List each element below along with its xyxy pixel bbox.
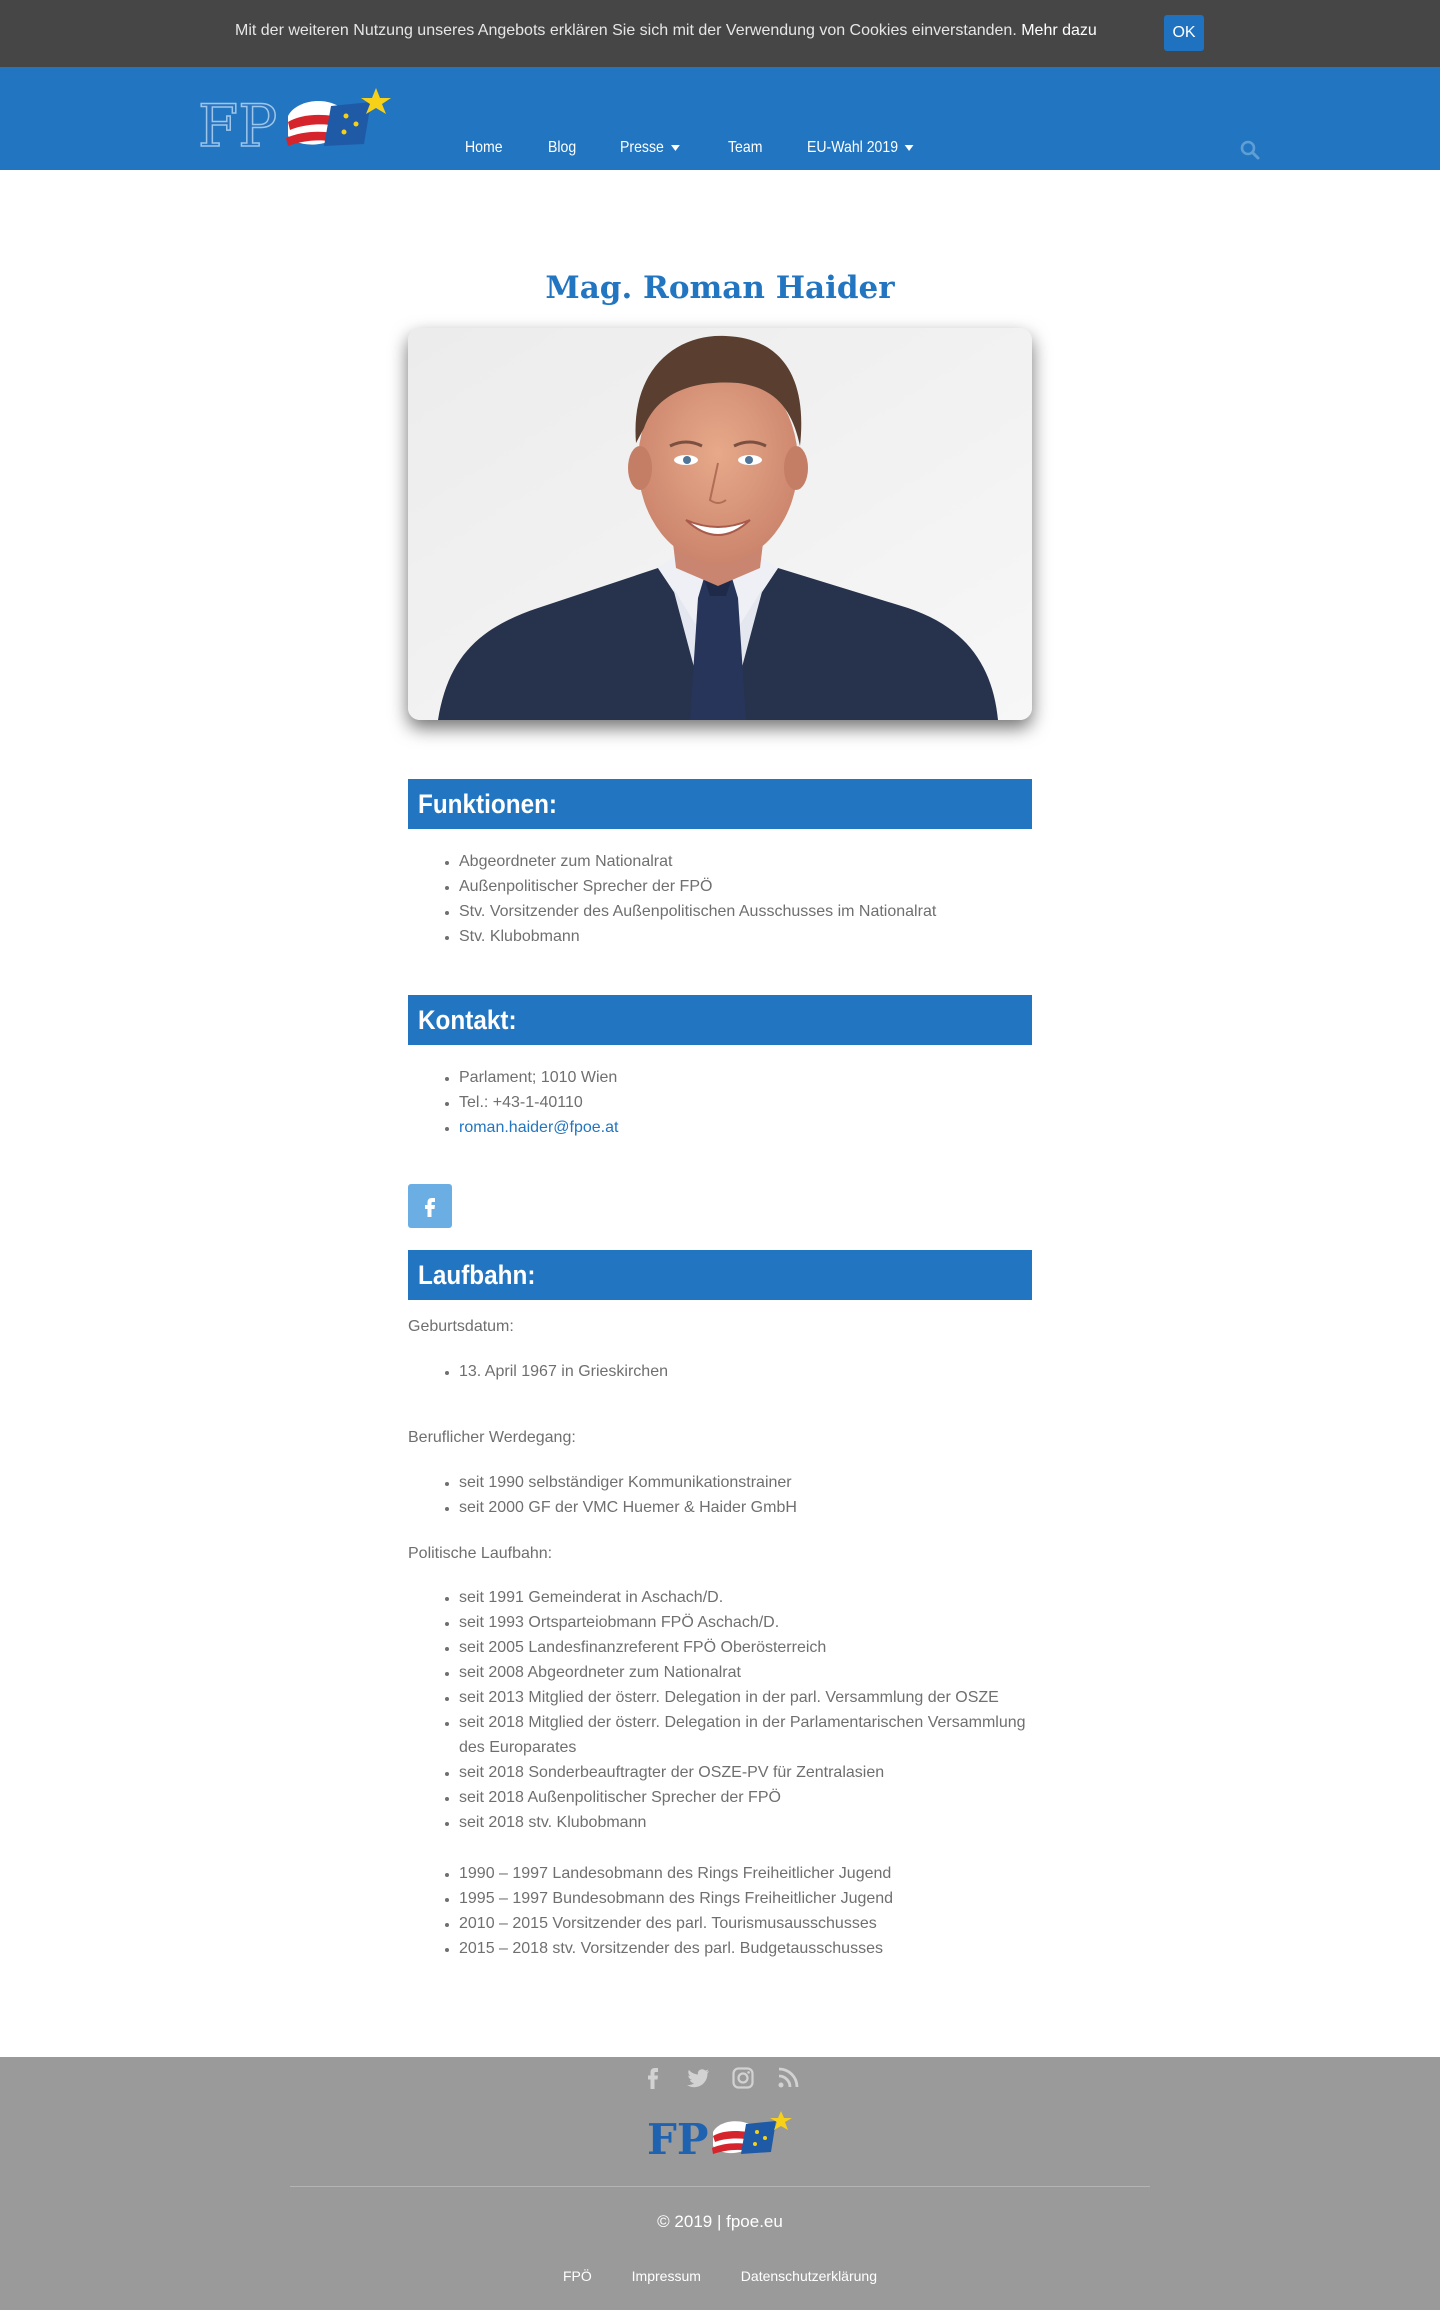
cookie-notice-text: Mit der weiteren Nutzung unseres Angebots erklären Sie sich mit der Verwendung von Cookies einverstanden.	[235, 22, 1017, 39]
nav-eu-wahl[interactable]	[807, 139, 914, 157]
list-item: • Stv. Vorsitzender des Außenpolitischen Ausschusses im Nationalrat	[459, 899, 1029, 924]
laufbahn-heading-text: Laufbahn:	[418, 1260, 536, 1290]
caret-down-icon	[905, 145, 914, 151]
funktionen-heading-text: Funktionen:	[418, 789, 558, 819]
politics-label: Politische Laufbahn:	[408, 1545, 553, 1562]
nav-presse-label: Presse	[619, 139, 664, 156]
twitter-icon[interactable]	[686, 2066, 710, 2090]
list-item: • seit 1990 selbständiger Kommunikationstrainer	[459, 1470, 1029, 1495]
facebook-icon[interactable]	[641, 2066, 665, 2090]
nav-presse[interactable]	[620, 139, 680, 157]
main-nav	[465, 139, 968, 157]
nav-blog[interactable]	[548, 139, 576, 157]
copyright: © 2019 | fpoe.eu	[657, 2212, 783, 2231]
list-item: • 1995 – 1997 Bundesobmann des Rings Freiheitlicher Jugend	[459, 1886, 1029, 1911]
list-item: • Abgeordneter zum Nationalrat	[459, 849, 1029, 874]
page-title: Mag. Roman Haider	[545, 270, 895, 306]
kontakt-list	[459, 1065, 1029, 1140]
list-item: • seit 2018 Außenpolitischer Sprecher der FPÖ	[459, 1785, 1029, 1810]
portrait-photo	[408, 328, 1032, 720]
footer-divider	[290, 2186, 1150, 2187]
footer-links	[0, 2268, 1440, 2284]
kontakt-heading-text: Kontakt:	[418, 1005, 517, 1035]
svg-text:FP: FP	[647, 2115, 709, 2160]
list-item: • seit 2005 Landesfinanzreferent FPÖ Oberösterreich	[459, 1635, 1029, 1660]
caret-down-icon	[671, 145, 680, 151]
funktionen-list	[459, 849, 1029, 949]
list-item: • 2015 – 2018 stv. Vorsitzender des parl. Budgetausschusses	[459, 1936, 1029, 1961]
list-item: • 13. April 1967 in Grieskirchen	[459, 1359, 1029, 1384]
list-item: • seit 1991 Gemeinderat in Aschach/D.	[459, 1585, 1029, 1610]
cookie-ok-button[interactable]: OK	[1164, 15, 1204, 51]
facebook-button[interactable]	[408, 1184, 452, 1228]
footer-link-impressum[interactable]: Impressum	[631, 2268, 701, 2284]
politics-list	[459, 1585, 1029, 1835]
laufbahn-heading	[408, 1250, 1032, 1300]
contact-phone: • Tel.: +43-1-40110	[459, 1090, 1029, 1115]
instagram-icon[interactable]	[731, 2066, 755, 2090]
list-item: • seit 2008 Abgeordneter zum Nationalrat	[459, 1660, 1029, 1685]
career-label: Beruflicher Werdegang:	[408, 1429, 576, 1446]
svg-text:FP: FP	[198, 92, 278, 154]
nav-team-label: Team	[727, 139, 762, 156]
list-item: • seit 2000 GF der VMC Huemer & Haider GmbH	[459, 1495, 1029, 1520]
list-item: • seit 2018 stv. Klubobmann	[459, 1810, 1029, 1835]
cookie-notice	[235, 22, 1097, 40]
nav-blog-label: Blog	[547, 139, 576, 156]
nav-eu-wahl-label: EU-Wahl 2019	[806, 139, 898, 156]
list-item: • seit 1993 Ortsparteiobmann FPÖ Aschach/D.	[459, 1610, 1029, 1635]
kontakt-heading	[408, 995, 1032, 1045]
past-positions-list	[459, 1861, 1029, 1961]
list-item: • seit 2018 Mitglied der österr. Delegation in der Parlamentarischen Versammlung des Europarates	[459, 1710, 1029, 1760]
list-item: • seit 2018 Sonderbeauftragter der OSZE-PV für Zentralasien	[459, 1760, 1029, 1785]
nav-home[interactable]	[465, 139, 503, 157]
list-item: • Stv. Klubobmann	[459, 924, 1029, 949]
footer-link-datenschutz[interactable]: Datenschutzerklärung	[740, 2268, 877, 2284]
search-icon[interactable]	[1240, 140, 1260, 160]
cookie-more-link[interactable]: Mehr dazu	[1021, 22, 1097, 39]
nav-home-label: Home	[465, 139, 503, 156]
list-item: • Außenpolitischer Sprecher der FPÖ	[459, 874, 1029, 899]
birth-label: Geburtsdatum:	[408, 1318, 514, 1335]
list-item: • 2010 – 2015 Vorsitzender des parl. Tourismusausschusses	[459, 1911, 1029, 1936]
list-item: • seit 2013 Mitglied der österr. Delegation in der parl. Versammlung der OSZE	[459, 1685, 1029, 1710]
rss-icon[interactable]	[776, 2066, 800, 2090]
career-list	[459, 1470, 1029, 1520]
footer-link-fpoe[interactable]: FPÖ	[563, 2268, 592, 2284]
facebook-icon	[408, 1184, 452, 1228]
nav-team[interactable]	[728, 139, 762, 157]
list-item: • 1990 – 1997 Landesobmann des Rings Freiheitlicher Jugend	[459, 1861, 1029, 1886]
contact-address: • Parlament; 1010 Wien	[459, 1065, 1029, 1090]
contact-email-link[interactable]: • roman.haider@fpoe.at	[459, 1115, 1029, 1140]
footer-fpoe-logo[interactable]	[645, 2110, 795, 2160]
funktionen-heading	[408, 779, 1032, 829]
birth-list	[459, 1359, 1029, 1384]
fpoe-logo[interactable]	[196, 86, 396, 154]
